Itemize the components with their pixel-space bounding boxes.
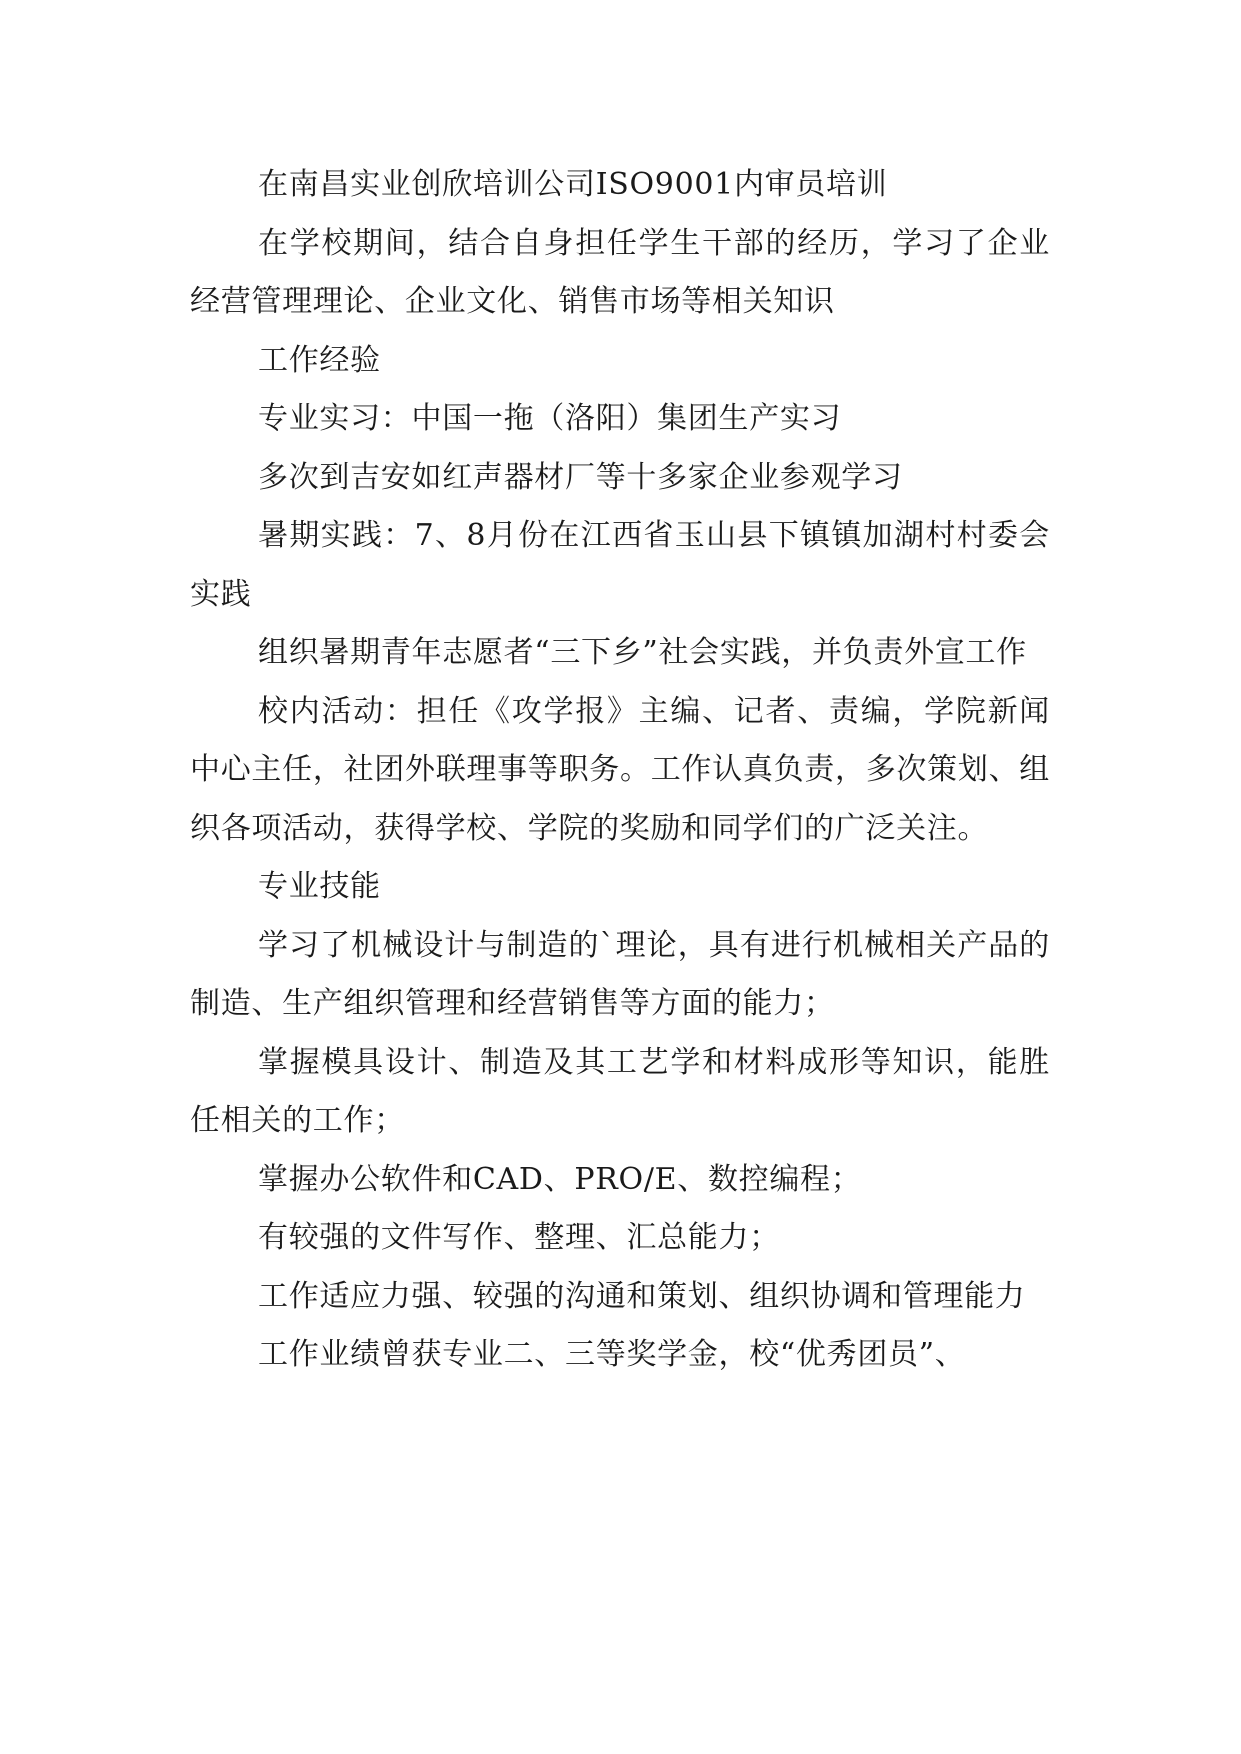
section-heading-work-experience: 工作经验: [258, 342, 381, 378]
section-heading-skills: 专业技能: [258, 869, 381, 904]
paragraph-volunteer: 组织暑期青年志愿者“三下乡”社会实践，并负责外宣工作: [258, 635, 1027, 670]
paragraph-software: 掌握办公软件和CAD、PRO/E、数控编程；: [258, 1161, 862, 1197]
paragraph-achievements: 工作业绩曾获专业二、三等奖学金，校“优秀团员”、: [258, 1337, 966, 1372]
document-body: [190, 156, 1050, 1385]
paragraph-mechanical-design: 学习了机械设计与制造的`理论，具有进行机械相关产品的制造、生产组织管理和经营销售等方面的能力；: [190, 927, 1050, 1021]
paragraph-adaptability: 工作适应力强、较强的沟通和策划、组织协调和管理能力: [258, 1278, 1026, 1314]
paragraph-summer-practice: 暑期实践：7、8月份在江西省玉山县下镇镇加湖村村委会实践: [190, 518, 1050, 612]
paragraph-internship: 专业实习：中国一拖（洛阳）集团生产实习: [258, 401, 842, 436]
paragraph-company-visits: 多次到吉安如红声器材厂等十多家企业参观学习: [258, 459, 903, 495]
paragraph-training: 在南昌实业创欣培训公司ISO9001内审员培训: [258, 167, 888, 202]
paragraph-mold-design: 掌握模具设计、制造及其工艺学和材料成形等知识，能胜任相关的工作；: [190, 1044, 1050, 1138]
paragraph-school-study: 在学校期间，结合自身担任学生干部的经历，学习了企业经营管理理论、企业文化、销售市场等相关知识: [190, 225, 1050, 319]
paragraph-campus-activities: 校内活动：担任《攻学报》主编、记者、责编，学院新闻中心主任，社团外联理事等职务。工作认真负责，多次策划、组织各项活动，获得学校、学院的奖励和同学们的广泛关注。: [190, 693, 1050, 846]
paragraph-writing: 有较强的文件写作、整理、汇总能力；: [258, 1220, 780, 1255]
